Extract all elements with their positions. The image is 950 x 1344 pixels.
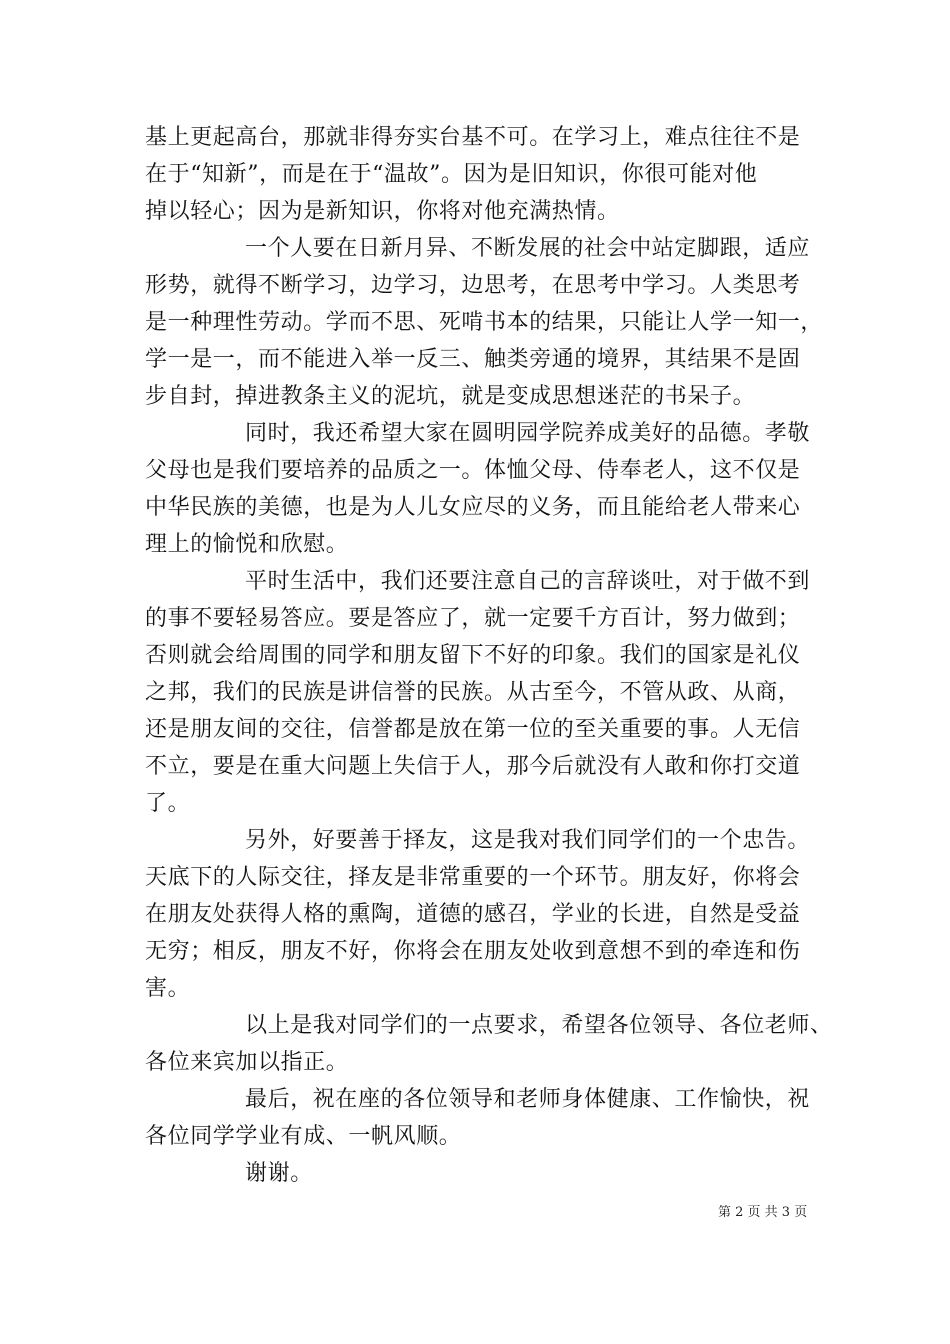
text-line: 基上更起高台，那就非得夯实台基不可。在学习上，难点往往不是 [145,125,801,150]
text-line: 天底下的人际交往，择友是非常重要的一个环节。朋友好，你将会 [145,865,801,890]
text-line: 掉以轻心；因为是新知识，你将对他充满热情。 [145,199,620,224]
text-line: 学一是一，而不能进入举一反三、触类旁通的境界，其结果不是固 [145,347,801,372]
paragraph-first-line: 一个人要在日新月异、不断发展的社会中站定脚跟，适应 [245,236,811,261]
text-line: 中华民族的美德，也是为人儿女应尽的义务，而且能给老人带来心 [145,495,801,520]
paragraph-first-line: 平时生活中，我们还要注意自己的言辞谈吐，对于做不到 [245,569,811,594]
text-line: 否则就会给周围的同学和朋友留下不好的印象。我们的国家是礼仪 [145,643,801,668]
text-line: 在于“知新”，而是在于“温故”。因为是旧知识，你很可能对他 [145,162,758,187]
text-line: 父母也是我们要培养的品质之一。体恤父母、侍奉老人，这不仅是 [145,458,801,483]
text-line: 各位来宾加以指正。 [145,1050,349,1075]
text-line: 了。 [145,791,191,816]
paragraph-first-line: 最后，祝在座的各位领导和老师身体健康、工作愉快，祝 [245,1087,811,1112]
text-line: 理上的愉悦和欣慰。 [145,532,349,557]
paragraph-first-line: 同时，我还希望大家在圆明园学院养成美好的品德。孝敬 [245,421,811,446]
text-line: 害。 [145,976,191,1001]
text-line: 形势，就得不断学习，边学习，边思考，在思考中学习。人类思考 [145,273,801,298]
paragraph-first-line: 另外，好要善于择友，这是我对我们同学们的一个忠告。 [245,828,811,853]
text-line: 之邦，我们的民族是讲信誉的民族。从古至今，不管从政、从商， [145,680,801,705]
text-line: 是一种理性劳动。学而不思、死啃书本的结果，只能让人学一知一， [145,310,824,335]
paragraph-first-line: 以上是我对同学们的一点要求，希望各位领导、各位老师、 [245,1013,833,1038]
text-line: 无穷；相反，朋友不好，你将会在朋友处收到意想不到的牵连和伤 [145,939,801,964]
page-number: 第 2 页 共 3 页 [718,1205,808,1220]
text-line: 不立，要是在重大问题上失信于人，那今后就没有人敢和你打交道 [145,754,801,779]
text-line: 在朋友处获得人格的熏陶，道德的感召，学业的长进，自然是受益 [145,902,801,927]
text-line: 各位同学学业有成、一帆风顺。 [145,1124,462,1149]
text-line: 还是朋友间的交往，信誉都是放在第一位的至关重要的事。人无信 [145,717,801,742]
text-line: 步自封，掉进教条主义的泥坑，就是变成思想迷茫的书呆子。 [145,384,756,409]
closing-line: 谢谢。 [245,1161,313,1186]
text-line: 的事不要轻易答应。要是答应了，就一定要千方百计，努力做到； [145,606,801,631]
